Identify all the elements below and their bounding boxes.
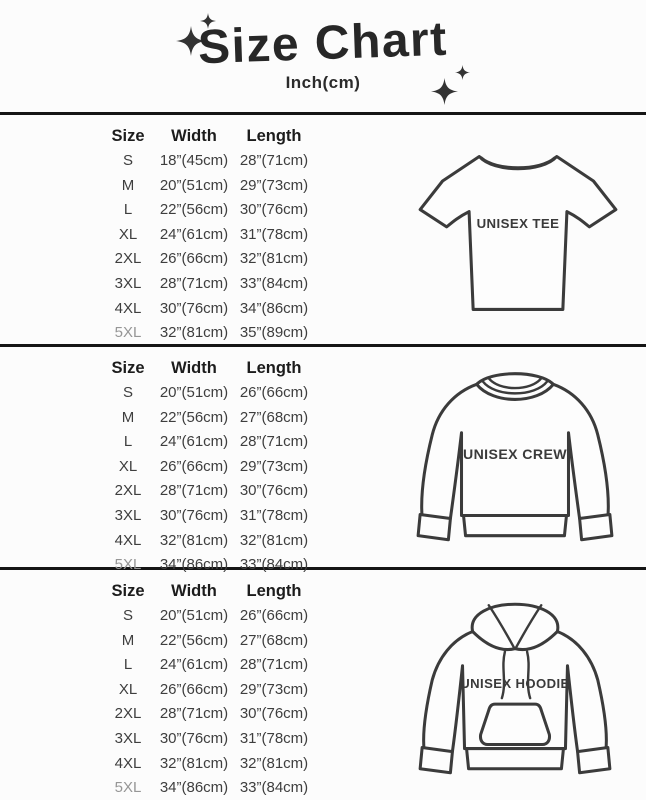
table-row — [104, 381, 312, 406]
size-cell: 4XL — [114, 754, 142, 772]
table-header-row — [104, 356, 312, 381]
size-cell: 3XL — [114, 506, 142, 524]
width-cell: 34”(86cm) — [159, 779, 229, 797]
size-cell: 3XL — [114, 729, 142, 747]
length-cell: 28”(71cm) — [239, 433, 309, 451]
length-cell: 35”(89cm) — [239, 324, 309, 342]
width-cell: 22”(56cm) — [159, 201, 229, 219]
length-cell: 29”(73cm) — [239, 457, 309, 475]
length-cell: 29”(73cm) — [239, 680, 309, 698]
table-row — [104, 529, 312, 554]
masthead — [0, 0, 646, 115]
width-cell: 20”(51cm) — [159, 176, 229, 194]
sparkle-icon — [455, 65, 470, 80]
width-cell: 26”(66cm) — [159, 680, 229, 698]
width-cell: 26”(66cm) — [159, 457, 229, 475]
table-row — [104, 752, 312, 777]
crew-illustration — [406, 366, 624, 563]
length-cell: 32”(81cm) — [239, 754, 309, 772]
tee-outline — [420, 157, 616, 310]
table-row — [104, 321, 312, 346]
table-row — [104, 653, 312, 678]
length-cell: 33”(84cm) — [239, 779, 309, 797]
section-crew — [0, 347, 646, 574]
sparkle-icon — [431, 78, 458, 105]
length-cell: 30”(76cm) — [239, 705, 309, 723]
length-cell: 27”(68cm) — [239, 408, 309, 426]
width-cell: 30”(76cm) — [159, 299, 229, 317]
size-table-tee — [104, 115, 312, 346]
width-cell: 32”(81cm) — [159, 531, 229, 549]
length-cell: 29”(73cm) — [239, 176, 309, 194]
garment-label: UNISEX TEE — [476, 215, 560, 231]
length-cell: 31”(78cm) — [239, 729, 309, 747]
crew-hem-band — [464, 515, 567, 535]
column-header-length: Length — [246, 359, 302, 377]
hoodie-hood — [472, 604, 558, 649]
length-cell: 27”(68cm) — [239, 631, 309, 649]
length-cell: 30”(76cm) — [239, 201, 309, 219]
table-row — [104, 702, 312, 727]
size-cell: S — [122, 384, 133, 401]
size-cell: S — [122, 607, 133, 624]
table-row — [104, 727, 312, 752]
size-cell: XL — [118, 457, 138, 475]
length-cell: 30”(76cm) — [239, 482, 309, 500]
table-row — [104, 174, 312, 199]
size-cell: M — [121, 176, 135, 194]
hoodie-illustration — [406, 581, 624, 800]
width-cell: 26”(66cm) — [159, 250, 229, 268]
table-row — [104, 455, 312, 480]
table-row — [104, 629, 312, 654]
size-table-crew — [104, 347, 312, 578]
column-header-size: Size — [111, 582, 145, 600]
length-cell: 32”(81cm) — [239, 250, 309, 268]
hoodie-cuff-right — [578, 748, 610, 773]
width-cell: 22”(56cm) — [159, 631, 229, 649]
size-cell: L — [123, 433, 133, 451]
width-cell: 28”(71cm) — [159, 482, 229, 500]
length-cell: 28”(71cm) — [239, 656, 309, 674]
size-table-hoodie — [104, 570, 312, 800]
garment-label: UNISEX HOODIE — [460, 676, 570, 691]
length-cell: 33”(84cm) — [239, 274, 309, 292]
size-cell: M — [121, 408, 135, 426]
size-cell: 5XL — [114, 779, 142, 797]
table-row — [104, 247, 312, 272]
length-cell: 26”(66cm) — [239, 607, 309, 624]
column-header-size: Size — [111, 127, 145, 145]
width-cell: 18”(45cm) — [159, 152, 229, 169]
table-row — [104, 479, 312, 504]
size-cell: 3XL — [114, 274, 142, 292]
table-row — [104, 504, 312, 529]
length-cell: 31”(78cm) — [239, 225, 309, 243]
size-cell: S — [122, 152, 133, 169]
table-header-row — [104, 579, 312, 604]
hoodie-cuff-left — [420, 748, 452, 773]
column-header-width: Width — [171, 582, 217, 600]
table-row — [104, 272, 312, 297]
size-cell: L — [123, 201, 133, 219]
width-cell: 28”(71cm) — [159, 274, 229, 292]
column-header-width: Width — [171, 359, 217, 377]
hoodie-hem-band — [467, 749, 564, 769]
column-header-size: Size — [111, 359, 145, 377]
page-title: Size Chart — [197, 12, 449, 75]
size-cell: XL — [118, 225, 138, 243]
size-cell: XL — [118, 680, 138, 698]
table-row — [104, 678, 312, 703]
length-cell: 28”(71cm) — [239, 152, 309, 169]
width-cell: 24”(61cm) — [159, 656, 229, 674]
size-cell: 4XL — [114, 299, 142, 317]
size-cell: 2XL — [114, 482, 142, 500]
width-cell: 22”(56cm) — [159, 408, 229, 426]
size-cell: 5XL — [114, 556, 142, 574]
length-cell: 31”(78cm) — [239, 506, 309, 524]
width-cell: 34”(86cm) — [159, 556, 229, 574]
section-tee — [0, 115, 646, 347]
width-cell: 32”(81cm) — [159, 754, 229, 772]
size-cell: 2XL — [114, 705, 142, 723]
garment-label: UNISEX CREW — [463, 445, 567, 462]
tee-illustration — [412, 146, 624, 327]
column-header-length: Length — [246, 127, 302, 145]
width-cell: 24”(61cm) — [159, 433, 229, 451]
table-row — [104, 223, 312, 248]
column-header-width: Width — [171, 127, 217, 145]
width-cell: 20”(51cm) — [159, 607, 229, 624]
table-row — [104, 149, 312, 174]
length-cell: 26”(66cm) — [239, 384, 309, 401]
table-row — [104, 406, 312, 431]
section-hoodie — [0, 570, 646, 800]
hoodie-pocket — [480, 704, 549, 744]
width-cell: 28”(71cm) — [159, 705, 229, 723]
width-cell: 20”(51cm) — [159, 384, 229, 401]
table-header-row — [104, 124, 312, 149]
length-cell: 32”(81cm) — [239, 531, 309, 549]
length-cell: 34”(86cm) — [239, 299, 309, 317]
table-row — [104, 430, 312, 455]
crew-cuff-left — [418, 514, 450, 539]
size-cell: M — [121, 631, 135, 649]
crew-cuff-right — [580, 514, 612, 539]
width-cell: 32”(81cm) — [159, 324, 229, 342]
table-row — [104, 297, 312, 322]
size-cell: 4XL — [114, 531, 142, 549]
length-cell: 33”(84cm) — [239, 556, 309, 574]
width-cell: 30”(76cm) — [159, 729, 229, 747]
size-cell: 5XL — [114, 324, 142, 342]
units-subtitle: Inch(cm) — [285, 73, 361, 92]
width-cell: 24”(61cm) — [159, 225, 229, 243]
table-row — [104, 776, 312, 800]
width-cell: 30”(76cm) — [159, 506, 229, 524]
table-row — [104, 604, 312, 629]
column-header-length: Length — [246, 582, 302, 600]
size-cell: L — [123, 656, 133, 674]
size-cell: 2XL — [114, 250, 142, 268]
table-row — [104, 198, 312, 223]
